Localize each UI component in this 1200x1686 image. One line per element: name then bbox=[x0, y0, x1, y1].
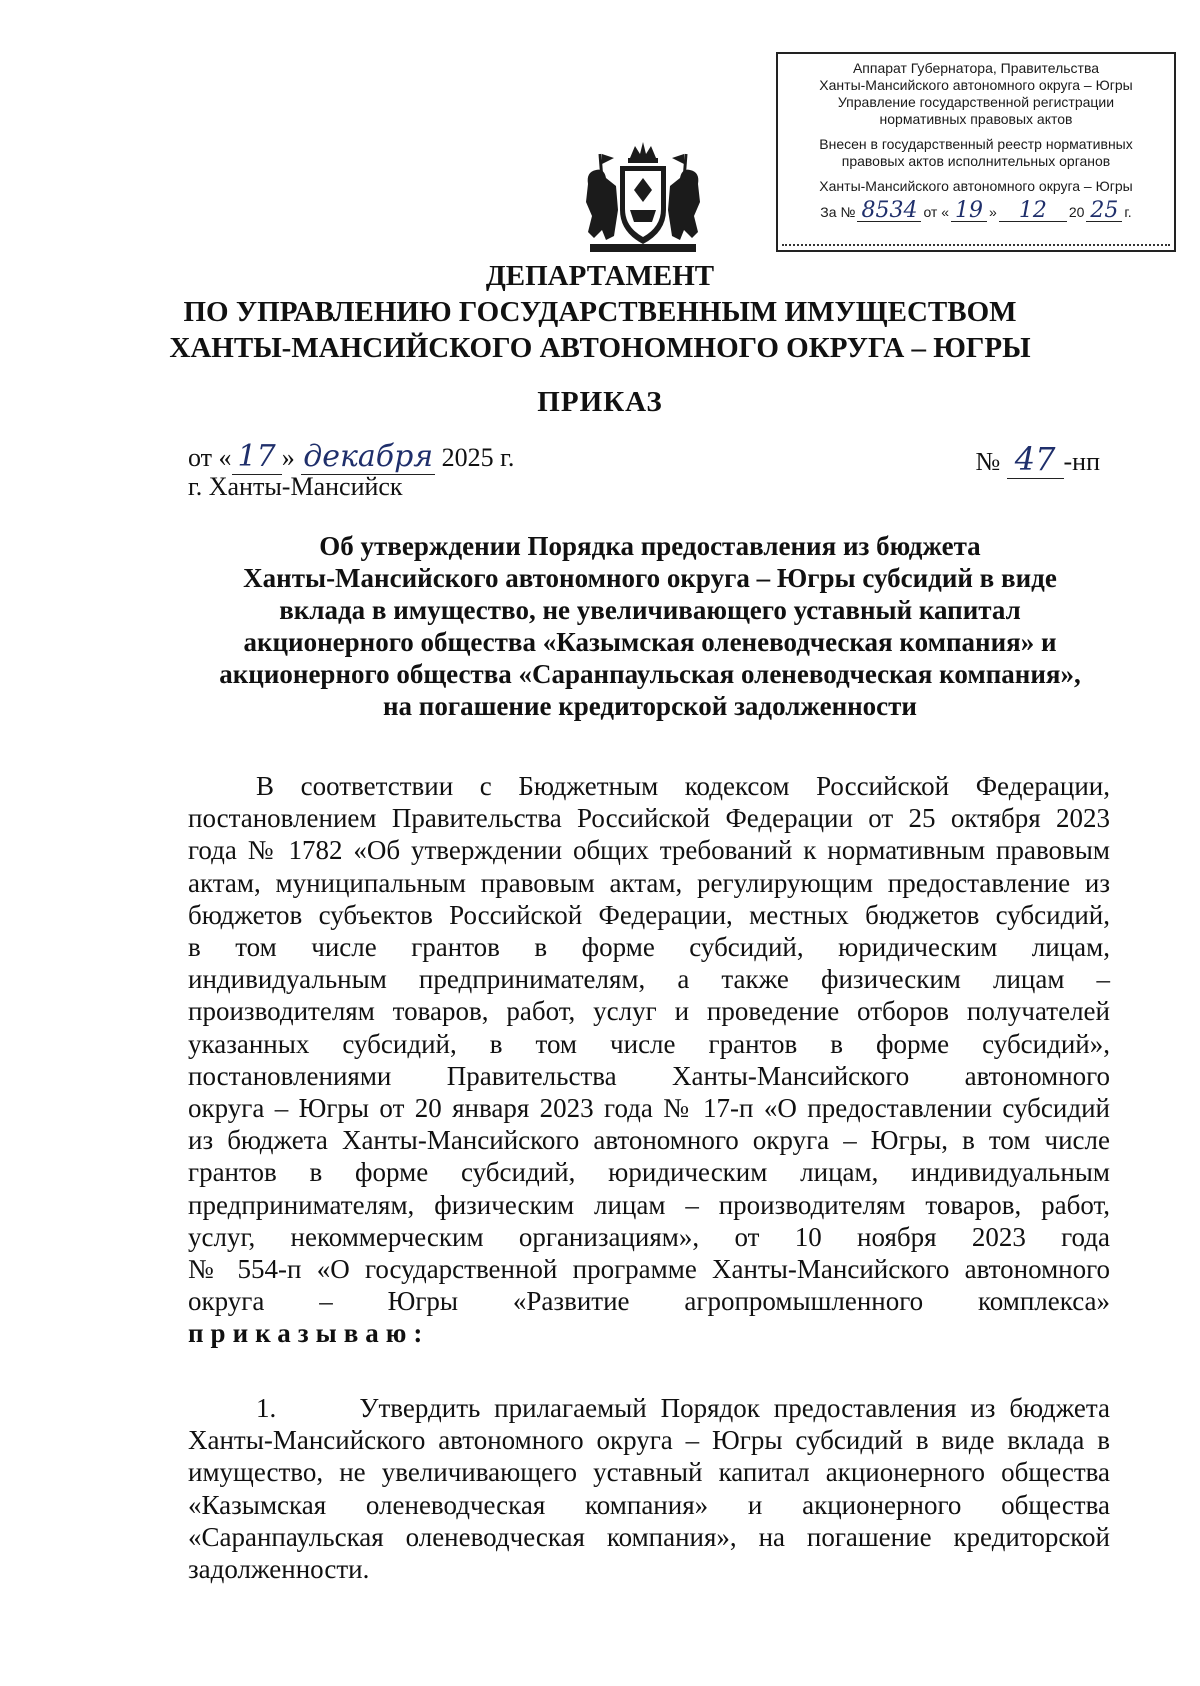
preamble-line: индивидуальным предпринимателям, а также физическим лицам – bbox=[188, 964, 1110, 995]
item-1-paragraph bbox=[188, 1392, 1110, 1585]
item-1-number: 1. bbox=[256, 1393, 277, 1423]
stamp-reg-quote: » bbox=[989, 204, 997, 220]
preamble-line: округа – Югры «Развитие агропромышленного комплекса» bbox=[188, 1286, 1110, 1317]
stamp-line: Ханты-Мансийского автономного округа – Югры bbox=[819, 178, 1133, 194]
preamble-line: грантов в форме субсидий, юридическим лицам, индивидуальным bbox=[188, 1157, 1110, 1188]
item-1-line: «Саранпаульская оленеводческая компания», на погашение кредиторской bbox=[188, 1521, 1110, 1552]
department-header bbox=[0, 258, 1200, 366]
stamp-reg-year: 25 bbox=[1086, 201, 1122, 222]
stamp-line: Внесен в государственный реестр нормативных bbox=[819, 136, 1133, 152]
preamble-line: предпринимателям, физическим лицам – производителям товаров, работ, bbox=[188, 1189, 1110, 1220]
preamble-line: бюджетов субъектов Российской Федерации, местных бюджетов субсидий, bbox=[188, 899, 1110, 930]
header-line: ДЕПАРТАМЕНТ bbox=[485, 260, 715, 292]
order-city: г. Ханты-Мансийск bbox=[188, 472, 403, 501]
decree-word: приказываю: bbox=[188, 1318, 430, 1349]
preamble-line: постановлением Правительства Российской Федерации от 25 октября 2023 bbox=[188, 803, 1110, 834]
preamble-line: в том числе грантов в форме субсидий, юридическим лицам, bbox=[188, 932, 1110, 963]
number-value: 47 bbox=[1007, 440, 1064, 479]
preamble-line: актам, муниципальным правовым актам, регулирующим предоставление из bbox=[188, 867, 1110, 898]
stamp-line: Управление государственной регистрации bbox=[837, 94, 1115, 110]
stamp-line: Ханты-Мансийского автономного округа – Югры bbox=[819, 77, 1133, 93]
preamble-line: постановлениями Правительства Ханты-Мансийского автономного bbox=[188, 1060, 1110, 1091]
stamp-line: нормативных правовых актов bbox=[879, 111, 1073, 127]
number-prefix: № bbox=[975, 447, 1001, 476]
registration-stamp bbox=[776, 52, 1176, 252]
stamp-reg-year-prefix: 20 bbox=[1068, 204, 1085, 220]
stamp-reg-from: от « bbox=[923, 204, 950, 220]
stamp-registration-line bbox=[778, 198, 1174, 223]
date-day: 17 bbox=[232, 439, 282, 475]
preamble-line: В соответствии с Бюджетным кодексом Российской Федерации, bbox=[256, 771, 1110, 801]
order-number bbox=[975, 440, 1100, 478]
subject-line: Об утверждении Порядка предоставления из бюджета bbox=[319, 531, 981, 561]
preamble-line: производителям товаров, работ, услуг и проведение отборов получателей bbox=[188, 996, 1110, 1027]
subject-line: акционерного общества «Саранпаульская оленеводческая компания», bbox=[219, 659, 1081, 689]
stamp-line: правовых актов исполнительных органов bbox=[841, 153, 1111, 169]
coat-of-arms-icon bbox=[580, 140, 706, 260]
document-type-title: ПРИКАЗ bbox=[537, 386, 663, 418]
subject-line: на погашение кредиторской задолженности bbox=[382, 691, 917, 721]
date-mid: » bbox=[281, 443, 295, 472]
item-1-line: Утвердить прилагаемый Порядок предоставления из бюджета bbox=[359, 1393, 1110, 1423]
date-month: декабря bbox=[303, 439, 434, 474]
item-1-line: «Казымская оленеводческая компания» и акционерного общества bbox=[188, 1489, 1110, 1520]
preamble-line: указанных субсидий, в том числе грантов в форме субсидий», bbox=[188, 1028, 1110, 1059]
stamp-reg-prefix: За № bbox=[820, 204, 856, 220]
date-year: 2025 г. bbox=[441, 443, 515, 472]
preamble-line: № 554-п «О государственной программе Ханты-Мансийского автономного bbox=[188, 1254, 1110, 1285]
stamp-reg-year-suffix: г. bbox=[1124, 204, 1132, 220]
preamble-line: из бюджета Ханты-Мансийского автономного округа – Югры, в том числе bbox=[188, 1125, 1110, 1156]
stamp-reg-day: 19 bbox=[951, 201, 987, 222]
item-1-line: задолженности. bbox=[188, 1554, 370, 1585]
subject-line: вклада в имущество, не увеличивающего уставный капитал bbox=[279, 595, 1021, 625]
header-line: ХАНТЫ-МАНСИЙСКОГО АВТОНОМНОГО ОКРУГА – ЮГРЫ bbox=[169, 332, 1031, 364]
stamp-line: Аппарат Губернатора, Правительства bbox=[852, 60, 1100, 76]
number-suffix: -нп bbox=[1063, 447, 1100, 476]
header-line: ПО УПРАВЛЕНИЮ ГОСУДАРСТВЕННЫМ ИМУЩЕСТВОМ bbox=[183, 296, 1017, 328]
order-date bbox=[188, 439, 515, 474]
preamble-line: услуг, некоммерческим организациям», от 10 ноября 2023 года bbox=[188, 1221, 1110, 1252]
order-subject bbox=[190, 530, 1110, 722]
preamble-paragraph bbox=[188, 770, 1110, 1350]
preamble-line: округа – Югры от 20 января 2023 года № 17-п «О предоставлении субсидий bbox=[188, 1093, 1110, 1124]
preamble-line: года № 1782 «Об утверждении общих требований к нормативным правовым bbox=[188, 835, 1110, 866]
date-prefix: от « bbox=[188, 443, 232, 472]
subject-line: Ханты-Мансийского автономного округа – Югры субсидий в виде bbox=[243, 563, 1057, 593]
stamp-dotted-rule bbox=[782, 244, 1170, 246]
stamp-reg-number: 8534 bbox=[857, 201, 921, 222]
stamp-reg-month: 12 bbox=[999, 201, 1067, 222]
item-1-line: имущество, не увеличивающего уставный капитал акционерного общества bbox=[188, 1457, 1110, 1488]
item-1-first-line bbox=[188, 1392, 1110, 1424]
item-1-line: Ханты-Мансийского автономного округа – Югры субсидий в виде вклада в bbox=[188, 1425, 1110, 1456]
subject-line: акционерного общества «Казымская оленеводческая компания» и bbox=[243, 627, 1057, 657]
